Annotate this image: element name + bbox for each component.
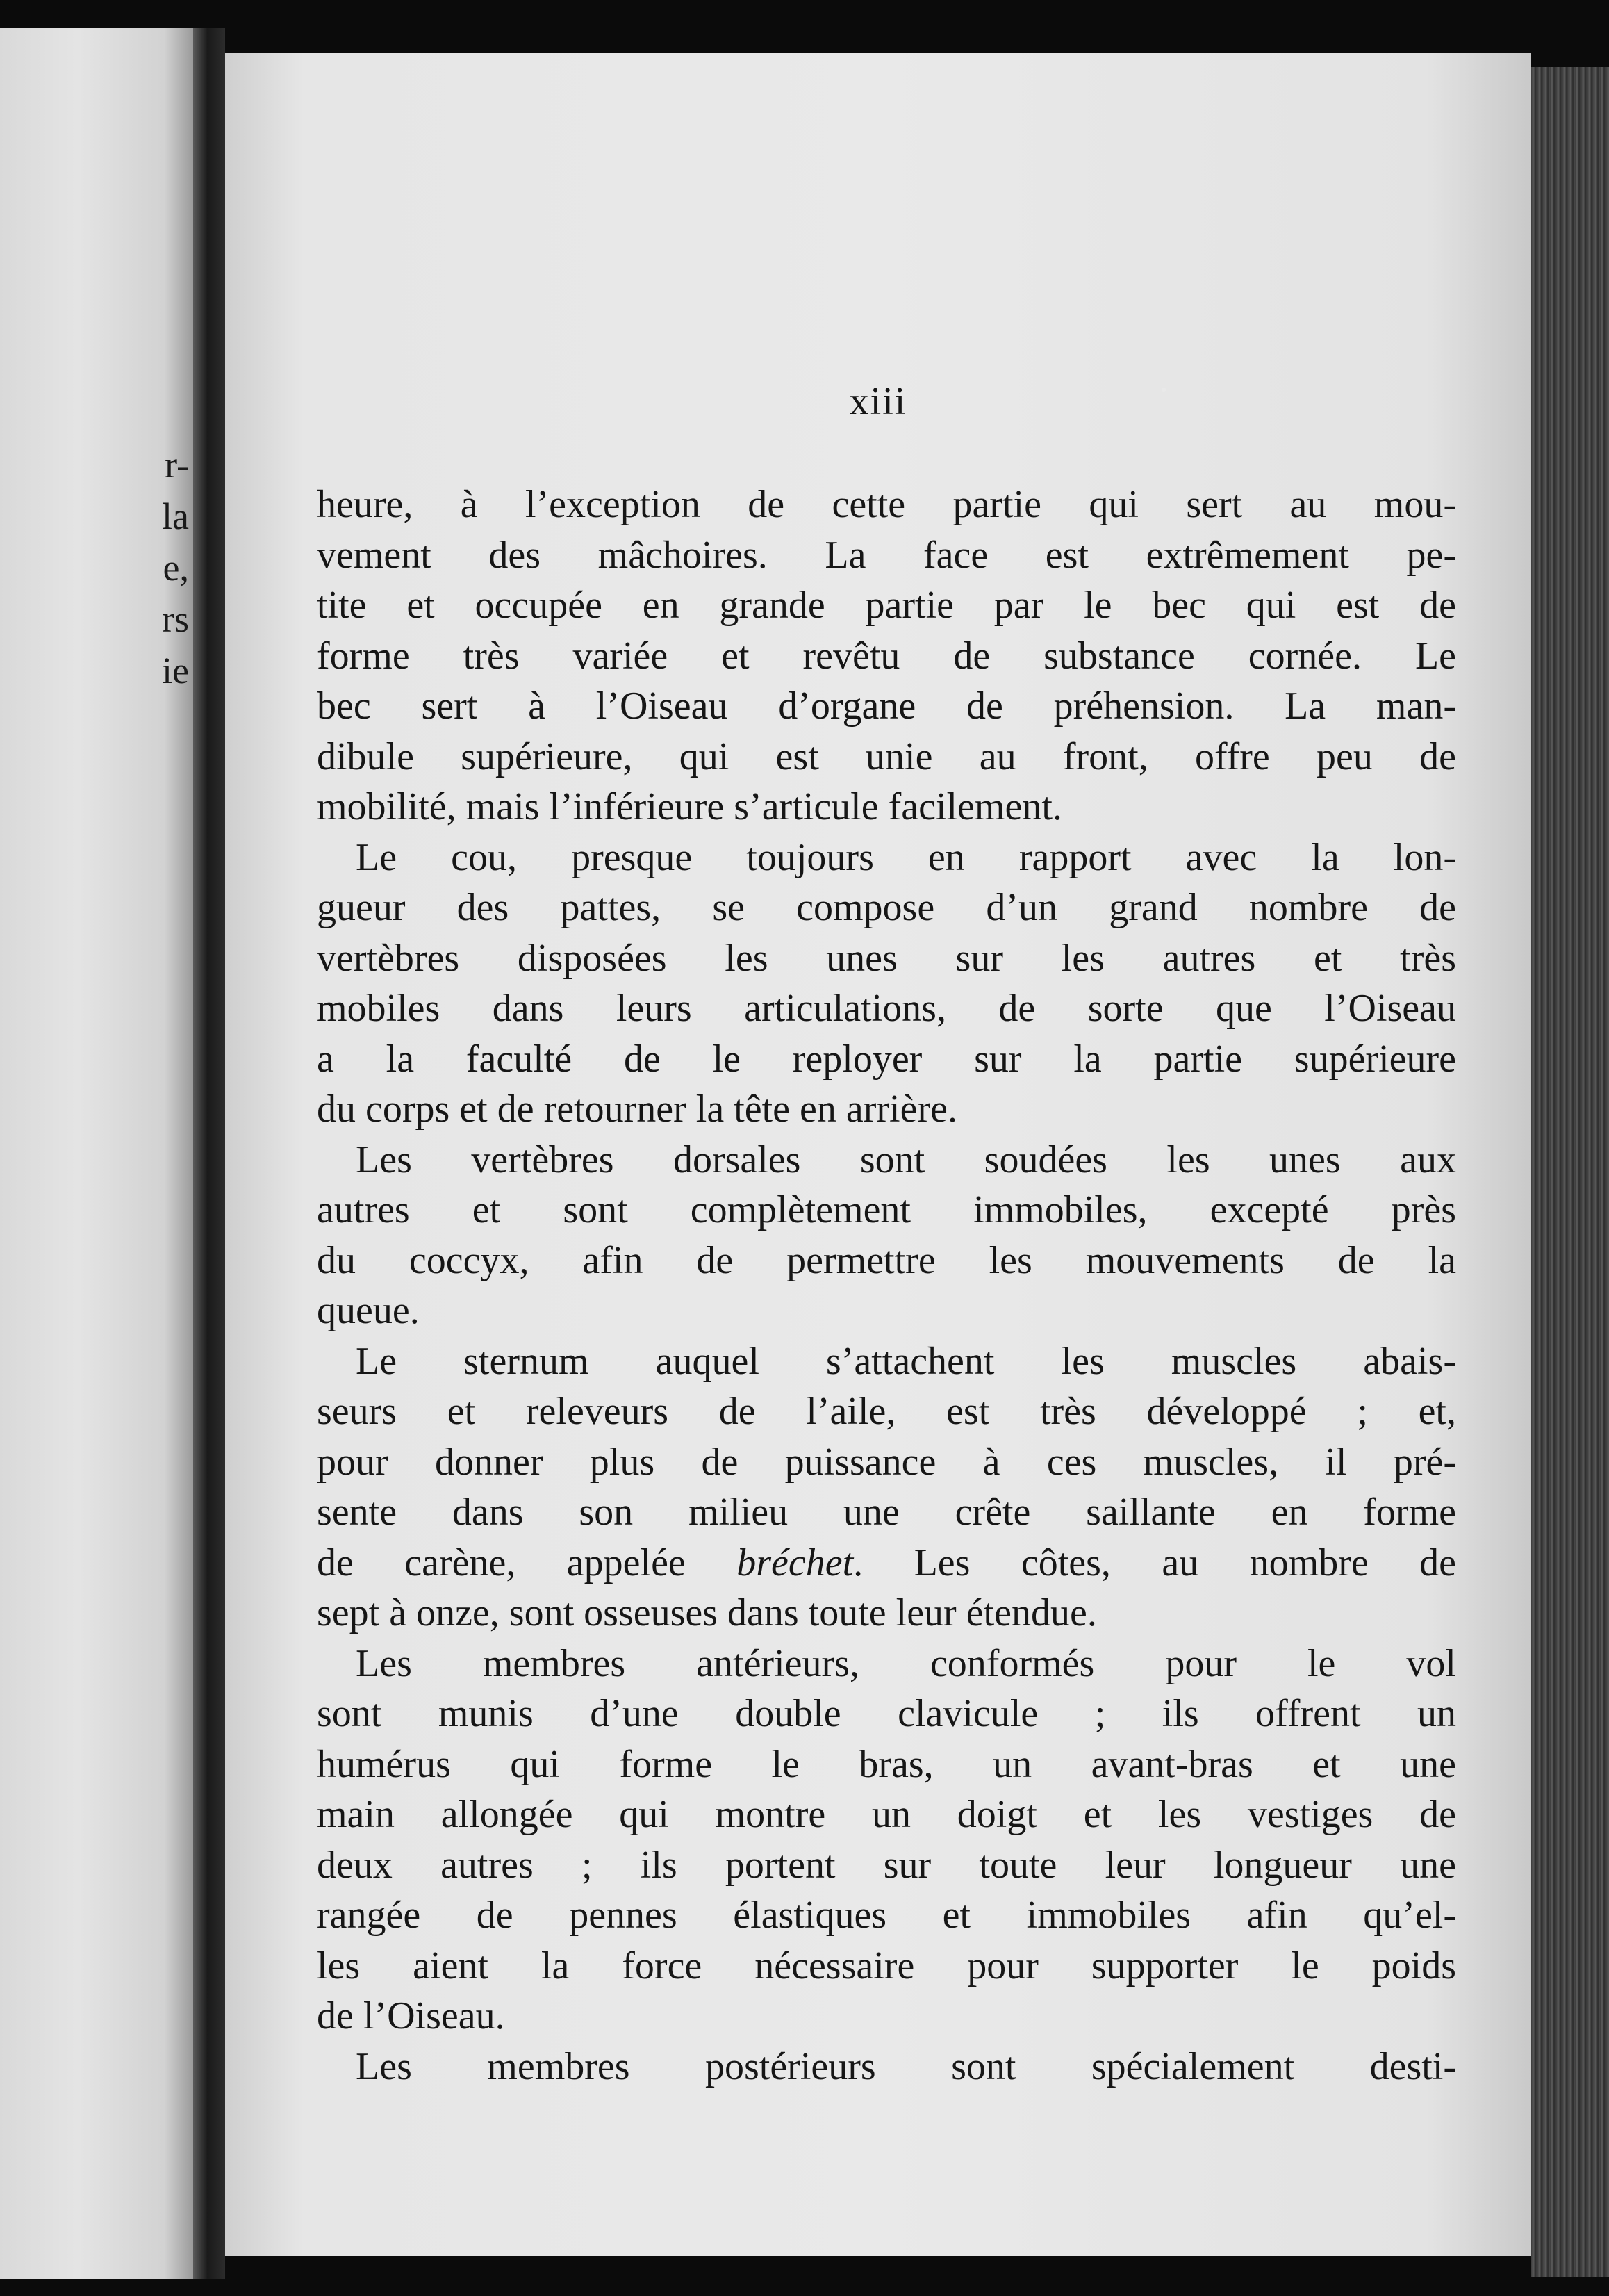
text-line: vement des mâchoires. La face est extrêmement pe- <box>317 533 1456 577</box>
text-line: Les membres postérieurs sont spécialement desti- <box>356 2044 1456 2088</box>
text-line: Le cou, presque toujours en rapport avec la lon- <box>356 835 1456 879</box>
text-line: Le sternum auquel s’attachent les muscles abais- <box>356 1339 1456 1383</box>
text-line: bec sert à l’Oiseau d’organe de préhension. La man- <box>317 684 1456 728</box>
left-page-fragment: rs <box>162 598 189 640</box>
text-line: queue. <box>317 1289 420 1332</box>
text-line: sente dans son milieu une crête saillante en forme <box>317 1491 1456 1534</box>
dust-speck <box>1162 388 1166 392</box>
page-edges <box>1531 67 1609 2277</box>
text-line: mobilité, mais l’inférieure s’articule facilement. <box>317 785 1062 828</box>
text-line: main allongée qui montre un doigt et les vestiges de <box>317 1793 1456 1836</box>
text-line: a la faculté de le reployer sur la partie supérieure <box>317 1037 1456 1081</box>
text-line: mobiles dans leurs articulations, de sorte que l’Oiseau <box>317 987 1456 1030</box>
right-page <box>225 53 1531 2256</box>
left-facing-page <box>0 28 193 2279</box>
page-number: xiii <box>849 380 907 423</box>
text-line: rangée de pennes élastiques et immobiles afin qu’el- <box>317 1894 1456 1937</box>
text-line: sept à onze, sont osseuses dans toute leur étendue. <box>317 1591 1097 1634</box>
text-line: tite et occupée en grande partie par le bec qui est de <box>317 584 1456 627</box>
text-line: de l’Oiseau. <box>317 1994 505 2037</box>
left-page-fragment: e, <box>163 547 189 589</box>
text-line: pour donner plus de puissance à ces muscles, il pré- <box>317 1440 1456 1484</box>
text-line: forme très variée et revêtu de substance cornée. Le <box>317 634 1456 678</box>
text-line: seurs et releveurs de l’aile, est très développé ; et, <box>317 1390 1456 1433</box>
text-line: humérus qui forme le bras, un avant-bras et une <box>317 1742 1456 1786</box>
text-line: heure, à l’exception de cette partie qui sert au mou- <box>317 483 1456 526</box>
text-line: les aient la force nécessaire pour supporter le poids <box>317 1944 1456 1987</box>
text-line: deux autres ; ils portent sur toute leur longueur une <box>317 1843 1456 1887</box>
text-line: dibule supérieure, qui est unie au front, offre peu de <box>317 735 1456 778</box>
text-line: Les vertèbres dorsales sont soudées les unes aux <box>356 1138 1456 1181</box>
text-line: autres et sont complètement immobiles, excepté près <box>317 1188 1456 1231</box>
text-line: vertèbres disposées les unes sur les autres et très <box>317 936 1456 980</box>
text-line: de carène, appelée bréchet. Les côtes, au nombre de <box>317 1541 1456 1584</box>
text-line: du corps et de retourner la tête en arrière. <box>317 1088 957 1131</box>
text-line: gueur des pattes, se compose d’un grand nombre de <box>317 886 1456 929</box>
text-line: Les membres antérieurs, conformés pour le vol <box>356 1641 1456 1685</box>
binding-gutter <box>193 28 225 2279</box>
left-page-fragment: ie <box>162 650 189 691</box>
body-text <box>317 479 1456 2092</box>
italic-term: bréchet <box>736 1541 854 1584</box>
text-line: du coccyx, afin de permettre les mouvements de la <box>317 1238 1456 1282</box>
left-page-fragment: r- <box>165 444 189 486</box>
text-line: sont munis d’une double clavicule ; ils offrent un <box>317 1692 1456 1735</box>
left-page-fragment: la <box>162 495 189 537</box>
